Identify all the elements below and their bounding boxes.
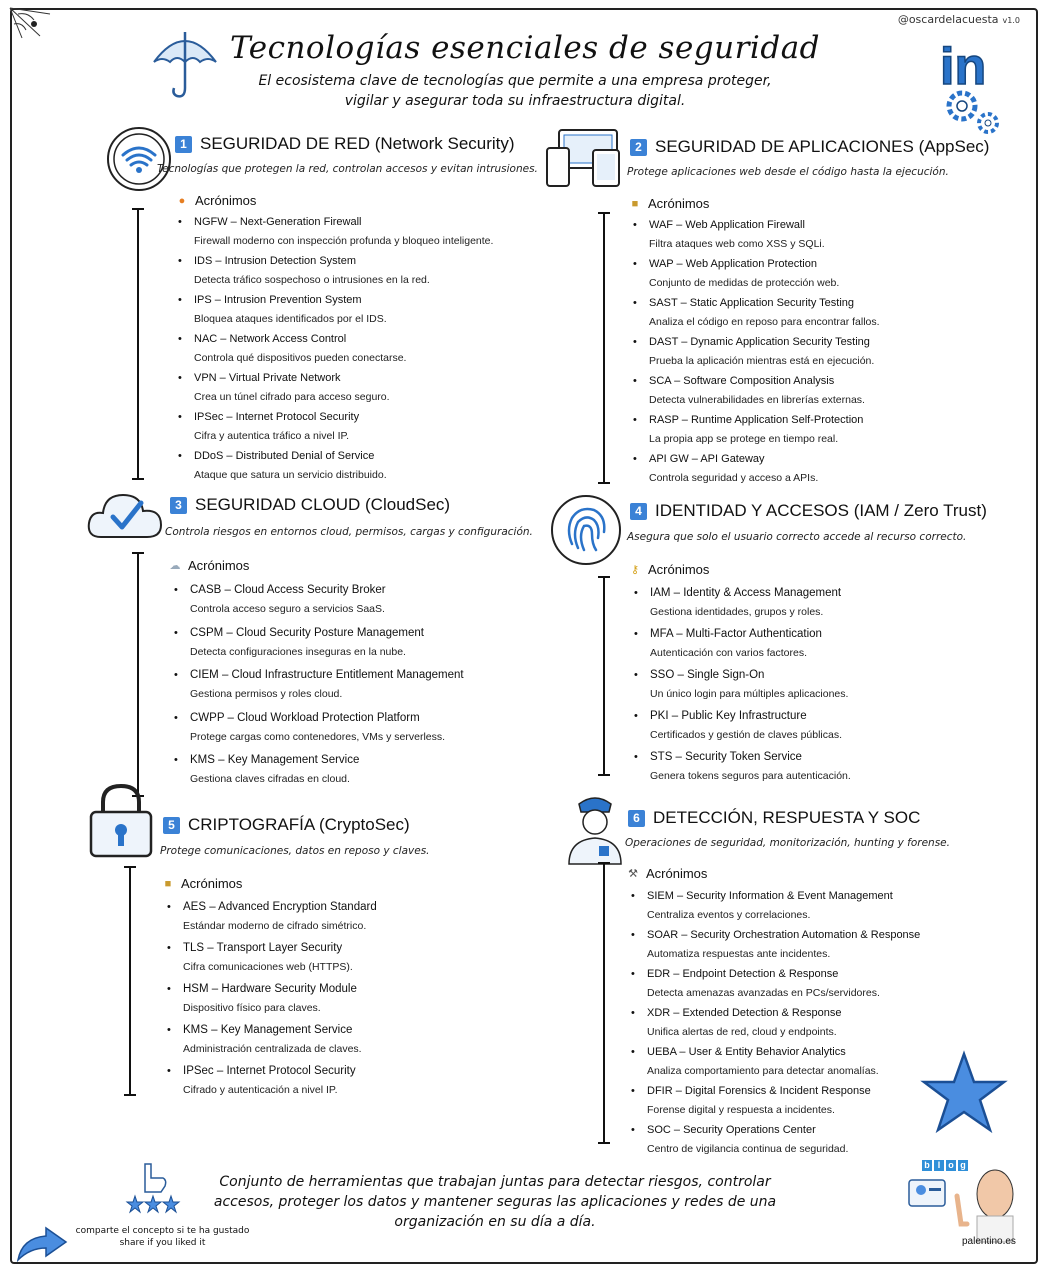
tools-icon: ⚒ xyxy=(628,868,638,880)
lock-icon: ■ xyxy=(631,197,639,210)
list-item: • IAM – Identity & Access Management Gestiona identidades, grupos y roles. xyxy=(634,587,842,618)
list-item: • SOAR – Security Orchestration Automation & Response Automatiza respuestas ante incidentes. xyxy=(631,929,921,960)
key-icon: ⚷ xyxy=(630,564,640,576)
svg-text:in: in xyxy=(940,38,987,96)
devices-icon xyxy=(545,128,623,190)
list-item: • DDoS – Distributed Denial of Service Ataque que satura un servicio distribuido. xyxy=(178,450,387,481)
section-5-number: 5 xyxy=(163,817,180,834)
list-item: • AES – Advanced Encryption Standard Estándar moderno de cifrado simétrico. xyxy=(167,901,377,932)
section-5-acronyms-heading: ■ Acrónimos xyxy=(161,876,242,891)
section-4-description: Asegura que solo el usuario correcto accede al recurso correcto. xyxy=(627,531,967,543)
list-item: • SOC – Security Operations Center Centro de vigilancia continua de seguridad. xyxy=(631,1124,849,1155)
list-item: • IPSec – Internet Protocol Security Cifrado y autenticación a nivel IP. xyxy=(167,1065,356,1096)
timeline-2 xyxy=(603,212,605,484)
linkedin-gears-icon xyxy=(938,32,1006,140)
list-item: • UEBA – User & Entity Behavior Analytics Analiza comportamiento para detectar anomalías. xyxy=(631,1046,879,1077)
list-item: • KMS – Key Management Service Administración centralizada de claves. xyxy=(167,1024,362,1055)
thumbs-up-stars-icon xyxy=(125,1160,185,1216)
section-4-list xyxy=(634,586,851,791)
section-4-number: 4 xyxy=(630,503,647,520)
list-item: • IPS – Intrusion Prevention System Bloquea ataques identificados por el IDS. xyxy=(178,294,387,325)
list-item: • EDR – Endpoint Detection & Response Detecta amenazas avanzadas en PCs/servidores. xyxy=(631,968,880,999)
section-3-description: Controla riesgos en entornos cloud, permisos, cargas y configuración. xyxy=(165,526,533,538)
section-1-description: Tecnologías que protegen la red, controlan accesos y evitan intrusiones. xyxy=(157,163,538,175)
section-2-title: SEGURIDAD DE APLICACIONES (AppSec) xyxy=(655,137,990,156)
list-item: • SSO – Single Sign-On Un único login para múltiples aplicaciones. xyxy=(634,669,849,700)
section-6-header xyxy=(628,808,920,828)
list-item: • IDS – Intrusion Detection System Detecta tráfico sospechoso o intrusiones en la red. xyxy=(178,255,430,286)
lock-icon: ■ xyxy=(164,877,172,890)
timeline-6 xyxy=(603,862,605,1144)
list-item: • API GW – API Gateway Controla seguridad y acceso a APIs. xyxy=(633,453,819,484)
section-5-header xyxy=(163,815,410,835)
list-item: • CIEM – Cloud Infrastructure Entitlement Management Gestiona permisos y roles cloud. xyxy=(174,669,464,700)
list-item: • WAP – Web Application Protection Conjunto de medidas de protección web. xyxy=(633,258,840,289)
list-item: • DAST – Dynamic Application Security Testing Prueba la aplicación mientras está en ejecución. xyxy=(633,336,875,367)
cloud-check-icon xyxy=(85,485,165,545)
blog-badge[interactable]: b l o g xyxy=(922,1160,968,1171)
page-subtitle: El ecosistema clave de tecnologías que permite a una empresa proteger, vigilar y asegurar toda su infraestructura digital. xyxy=(258,73,772,109)
list-item: • SAST – Static Application Security Testing Analiza el código en reposo para encontrar fallos. xyxy=(633,297,880,328)
footer-summary: Conjunto de herramientas que trabajan juntas para detectar riesgos, controlar accesos, proteger los datos y mantener seguras las aplicaciones y redes de una organización en su día a día. xyxy=(213,1174,777,1230)
star-icon xyxy=(920,1050,1008,1138)
list-item: • PKI – Public Key Infrastructure Certificados y gestión de claves públicas. xyxy=(634,710,843,741)
section-1-header xyxy=(175,134,515,154)
fingerprint-icon xyxy=(548,494,624,566)
site-link[interactable]: palentino.es xyxy=(962,1236,1016,1247)
list-item: • SIEM – Security Information & Event Management Centraliza eventos y correlaciones. xyxy=(631,890,893,921)
security-guard-icon xyxy=(565,790,625,866)
list-item: • XDR – Extended Detection & Response Unifica alertas de red, cloud y endpoints. xyxy=(631,1007,842,1038)
wifi-icon xyxy=(105,125,173,193)
section-1-acronyms-heading: ● Acrónimos xyxy=(175,193,256,208)
list-item: • CWPP – Cloud Workload Protection Platform Protege cargas como contenedores, VMs y serverless. xyxy=(174,711,446,743)
timeline-5 xyxy=(129,866,131,1096)
share-caption: comparte el concepto si te ha gustado share if you liked it xyxy=(75,1226,250,1248)
page-title: Tecnologías esenciales de seguridad xyxy=(229,30,821,66)
list-item: • CASB – Cloud Access Security Broker Controla acceso seguro a servicios SaaS. xyxy=(174,584,386,615)
section-2-header xyxy=(630,137,989,157)
section-4-header xyxy=(630,501,987,521)
list-item: • VPN – Virtual Private Network Crea un túnel cifrado para acceso seguro. xyxy=(178,372,390,403)
list-item: • DFIR – Digital Forensics & Incident Response Forense digital y respuesta a incidentes. xyxy=(631,1085,871,1116)
avatar xyxy=(905,1164,1025,1244)
list-item: • TLS – Transport Layer Security Cifra comunicaciones web (HTTPS). xyxy=(167,942,353,973)
list-item: • HSM – Hardware Security Module Dispositivo físico para claves. xyxy=(167,983,357,1014)
section-5-title: CRIPTOGRAFÍA (CryptoSec) xyxy=(188,815,410,834)
section-3-header xyxy=(170,495,450,515)
flame-icon: ● xyxy=(178,194,186,207)
section-3-title: SEGURIDAD CLOUD (CloudSec) xyxy=(195,495,451,514)
timeline-1 xyxy=(137,208,139,480)
list-item: • NGFW – Next-Generation Firewall Firewall moderno con inspección profunda y bloqueo inteligente. xyxy=(178,216,494,247)
section-2-acronyms-heading: ■ Acrónimos xyxy=(628,196,709,211)
list-item: • KMS – Key Management Service Gestiona claves cifradas en cloud. xyxy=(174,754,360,785)
share-arrow-icon[interactable] xyxy=(14,1224,70,1264)
list-item: • SCA – Software Composition Analysis Detecta vulnerabilidades en librerías externas. xyxy=(633,375,865,406)
padlock-icon xyxy=(85,782,157,860)
section-6-description: Operaciones de seguridad, monitorización, hunting y forense. xyxy=(625,837,950,849)
section-6-title: DETECCIÓN, RESPUESTA Y SOC xyxy=(653,808,921,827)
timeline-3 xyxy=(137,552,139,797)
list-item: • IPSec – Internet Protocol Security Cifra y autentica tráfico a nivel IP. xyxy=(178,411,360,442)
section-1-title: SEGURIDAD DE RED (Network Security) xyxy=(200,134,515,153)
section-6-list xyxy=(631,889,921,1162)
list-item: • MFA – Multi-Factor Authentication Autenticación con varios factores. xyxy=(634,628,822,659)
section-4-acronyms-heading: ⚷ Acrónimos xyxy=(628,562,709,577)
section-2-number: 2 xyxy=(630,139,647,156)
list-item: • STS – Security Token Service Genera tokens seguros para autenticación. xyxy=(634,751,851,782)
section-3-list xyxy=(174,583,464,796)
list-item: • WAF – Web Application Firewall Filtra ataques web como XSS y SQLi. xyxy=(633,219,825,250)
section-6-number: 6 xyxy=(628,810,645,827)
section-1-number: 1 xyxy=(175,136,192,153)
section-2-list xyxy=(633,218,880,491)
section-5-description: Protege comunicaciones, datos en reposo y claves. xyxy=(160,845,430,857)
section-4-title: IDENTIDAD Y ACCESOS (IAM / Zero Trust) xyxy=(655,501,987,520)
timeline-4 xyxy=(603,576,605,776)
author-handle: @oscardelacuesta v1.0 xyxy=(897,13,1020,26)
section-3-acronyms-heading: ☁ Acrónimos xyxy=(169,558,250,573)
list-item: • CSPM – Cloud Security Posture Management Detecta configuraciones inseguras en la nube. xyxy=(174,626,424,658)
cloud-icon: ☁ xyxy=(169,560,181,572)
list-item: • NAC – Network Access Control Controla qué dispositivos pueden conectarse. xyxy=(178,333,407,364)
section-1-list xyxy=(178,215,494,488)
section-2-description: Protege aplicaciones web desde el código hasta la ejecución. xyxy=(627,166,949,178)
list-item: • RASP – Runtime Application Self-Protection La propia app se protege en tiempo real. xyxy=(633,414,864,445)
section-6-acronyms-heading: ⚒ Acrónimos xyxy=(626,866,707,881)
section-5-list xyxy=(167,900,377,1105)
section-3-number: 3 xyxy=(170,497,187,514)
